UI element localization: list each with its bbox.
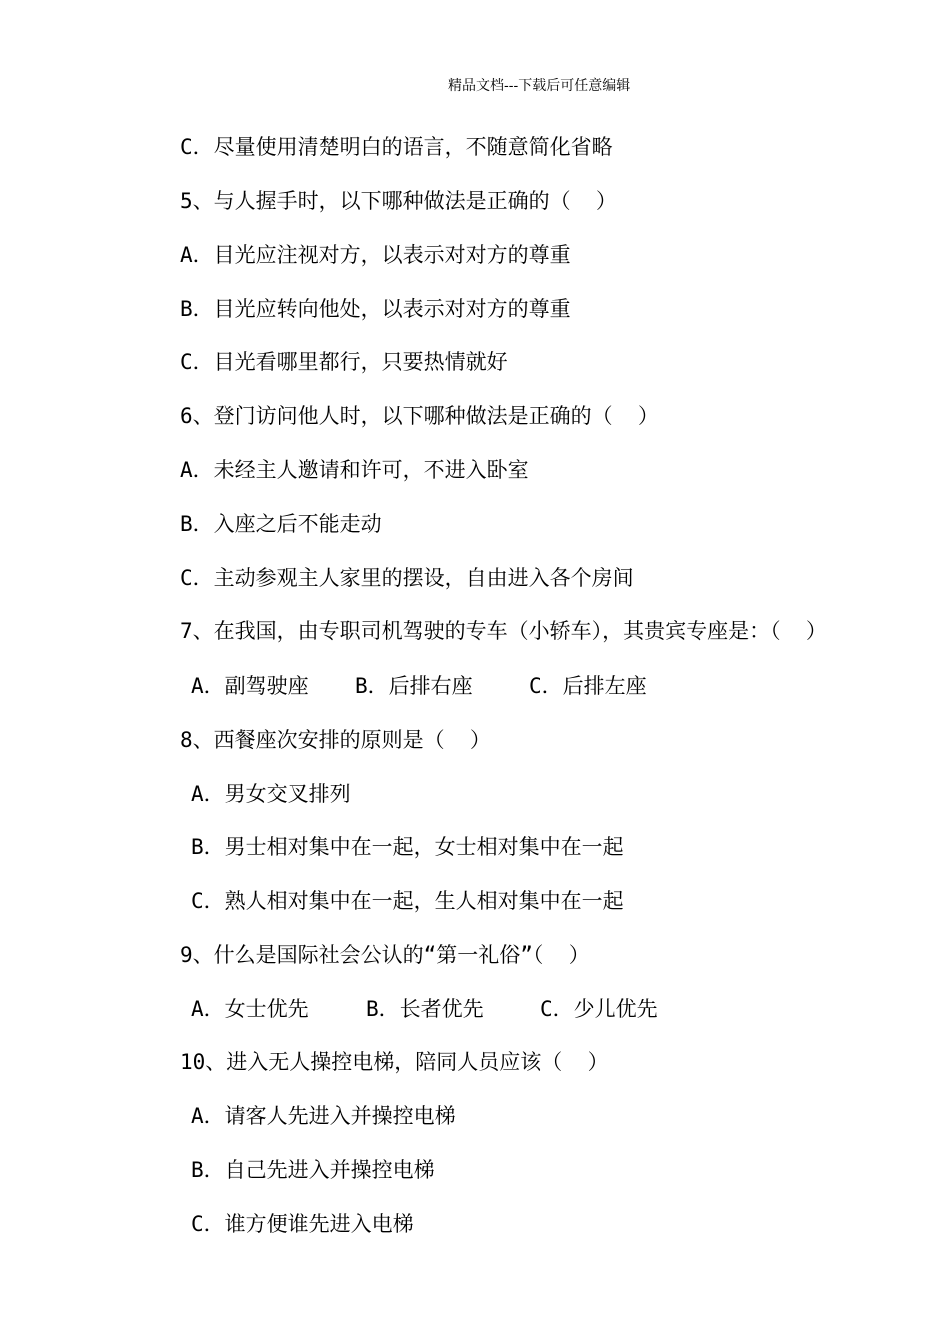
question-5: 5、与人握手时，以下哪种做法是正确的（ ） (180, 189, 617, 213)
question-9: 9、什么是国际社会公认的“第一礼俗”（ ） (180, 943, 590, 967)
option-9a: A．女士优先 (191, 997, 309, 1021)
question-7: 7、在我国，由专职司机驾驶的专车（小轿车），其贵宾专座是：（ ） (180, 619, 827, 643)
option-10a: A．请客人先进入并操控电梯 (191, 1104, 456, 1128)
option-5a: A．目光应注视对方，以表示对对方的尊重 (180, 243, 571, 267)
option-7b: B．后排右座 (355, 674, 473, 698)
option-5b: B．目光应转向他处，以表示对对方的尊重 (180, 297, 571, 321)
question-10: 10、进入无人操控电梯，陪同人员应该（ ） (180, 1050, 609, 1074)
option-10b: B．自己先进入并操控电梯 (191, 1158, 435, 1182)
option-8c: C．熟人相对集中在一起，生人相对集中在一起 (191, 889, 624, 913)
question-8: 8、西餐座次安排的原则是（ ） (180, 728, 491, 752)
question-9-options (180, 994, 880, 1024)
option-8a: A．男女交叉排列 (191, 782, 351, 806)
option-8b: B．男士相对集中在一起，女士相对集中在一起 (191, 835, 624, 859)
option-5c: C．目光看哪里都行，只要热情就好 (180, 350, 508, 374)
page-header: 精品文档---下载后可任意编辑 (448, 78, 631, 94)
question-7-options (180, 671, 880, 701)
option-10c: C．谁方便谁先进入电梯 (191, 1212, 414, 1236)
option-9b: B．长者优先 (366, 997, 484, 1021)
option-7c: C．后排左座 (529, 674, 647, 698)
option-6a: A．未经主人邀请和许可，不进入卧室 (180, 458, 529, 482)
option-6b: B．入座之后不能走动 (180, 512, 382, 536)
option-6c: C．主动参观主人家里的摆设，自由进入各个房间 (180, 566, 634, 590)
option-4c: C．尽量使用清楚明白的语言，不随意简化省略 (180, 135, 613, 159)
question-6: 6、登门访问他人时，以下哪种做法是正确的（ ） (180, 404, 659, 428)
option-7a: A．副驾驶座 (191, 674, 309, 698)
option-9c: C．少儿优先 (540, 997, 658, 1021)
